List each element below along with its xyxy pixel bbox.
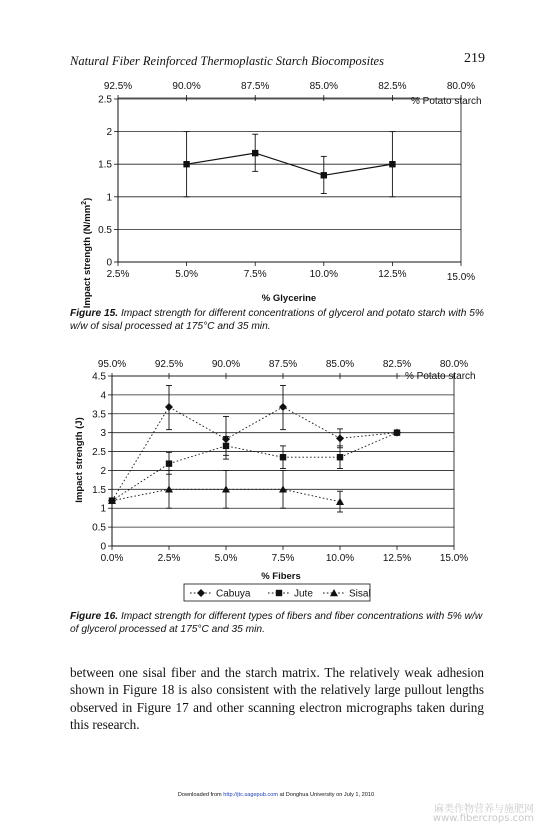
chart1-point — [252, 150, 258, 156]
figure-15-chart — [0, 76, 552, 309]
chart2-point — [166, 460, 172, 466]
chart2-y-axis-label: Impact strength (J) — [74, 417, 85, 503]
chart2-series-line-cabuya — [112, 407, 397, 501]
chart2-point — [336, 434, 344, 442]
chart2-x-tick-label: 5.0% — [214, 553, 238, 564]
chart1-y-tick-label: 0 — [106, 257, 112, 269]
chart2-point — [280, 454, 286, 460]
chart1-y-tick-label: 2 — [106, 127, 112, 139]
figure-16-text: Impact strength for different types of fibers and fiber concentrations with 5% w/w of glycerol processed at 175°C and 35 min. — [70, 611, 483, 635]
chart2-legend-marker-jute — [276, 590, 282, 596]
chart1-x-tick-label: 5.0% — [175, 269, 198, 280]
chart2-x-ticks — [101, 546, 469, 564]
running-header — [70, 51, 485, 72]
chart1-axes — [118, 99, 461, 262]
chart1-x-ticks — [107, 262, 476, 283]
chart2-y-tick-label: 4.5 — [92, 371, 106, 383]
chart1-y-axis-label-end: ) — [82, 197, 93, 201]
chart1-y-ticks — [98, 95, 118, 269]
chart2-x-tick-label: 2.5% — [157, 553, 181, 564]
chart2-x-tick-label: 15.0% — [439, 553, 469, 564]
footer-prefix: Downloaded from — [177, 792, 224, 798]
body-paragraph: between one sisal fiber and the starch matrix. The relatively weak adhesion shown in Figure 18 is also consistent with the relatively large pullout lengths observed in Figure 17 and other scanning electron micrographs taken during this research. — [70, 665, 484, 733]
chart2-x-tick-label: 12.5% — [382, 553, 412, 564]
chart2-point — [279, 403, 287, 411]
watermark-url: www.fibercrops.com — [432, 813, 534, 824]
chart1-x-axis-label: % Glycerine — [261, 293, 317, 304]
chart2-legend-label-jute: Jute — [294, 588, 313, 600]
chart1-x-tick-label: 2.5% — [106, 269, 130, 280]
chart2-top-tick-label: 87.5% — [268, 359, 298, 370]
chart1-top-axis-label: % Potato starch — [411, 96, 482, 107]
figure-16-caption — [70, 611, 486, 636]
chart2-y-tick-label: 4 — [100, 390, 106, 402]
chart2-y-tick-label: 0 — [100, 541, 106, 553]
chart2-y-tick-label: 3 — [100, 428, 106, 440]
chart1-y-tick-label: 0.5 — [98, 224, 112, 236]
chart2-y-ticks — [92, 372, 112, 553]
chart2-legend — [184, 584, 371, 601]
page-number: 219 — [464, 51, 485, 66]
figure-15-caption — [70, 308, 486, 333]
figure-16-chart — [0, 352, 552, 602]
chart2-y-tick-label: 2.5 — [92, 447, 106, 459]
chart2-point — [337, 454, 343, 460]
figure-15-text: Impact strength for different concentrations of glycerol and potato starch with 5% w/w of sisal processed at 175°C and 35 min. — [70, 308, 484, 332]
chart2-y-tick-label: 1.5 — [92, 484, 106, 496]
chart1-y-axis-label-main: Impact strength (N/mm — [82, 204, 93, 309]
chart1-x-tick-label: 12.5% — [378, 269, 407, 280]
download-footer — [0, 792, 552, 798]
chart2-point — [336, 498, 344, 505]
chart2-y-tick-label: 2 — [100, 465, 106, 477]
chart2-y-tick-label: 3.5 — [92, 409, 106, 421]
chart1-top-tick-label: 80.0% — [446, 81, 476, 92]
chart2-series — [108, 385, 401, 512]
chart2-point — [223, 443, 229, 449]
chart2-top-tick-label: 85.0% — [325, 359, 355, 370]
chart2-x-tick-label: 10.0% — [325, 553, 355, 564]
chart1-y-tick-label: 1 — [106, 192, 112, 204]
chart1-top-tick-label: 85.0% — [309, 81, 338, 92]
chart1-point — [183, 161, 189, 167]
chart1-y-tick-label: 1.5 — [98, 159, 112, 171]
chart2-point — [394, 429, 400, 435]
watermark-chinese: 麻类作物营养与施肥网 — [434, 804, 534, 815]
running-title: Natural Fiber Reinforced Thermoplastic Starch Biocomposites — [70, 54, 384, 68]
chart1-top-tick-label: 92.5% — [103, 81, 133, 92]
chart2-point — [279, 485, 287, 492]
chart2-top-tick-label: 80.0% — [439, 359, 469, 370]
chart2-top-tick-label: 92.5% — [154, 359, 184, 370]
chart1-top-tick-label: 82.5% — [378, 81, 407, 92]
chart2-legend-label-sisal: Sisal — [349, 588, 371, 600]
chart1-x-tick-label: 7.5% — [243, 269, 267, 280]
chart2-top-tick-label: 90.0% — [211, 359, 241, 370]
chart1-y-tick-label: 2.5 — [98, 94, 112, 106]
chart2-y-tick-label: 1 — [100, 503, 106, 515]
footer-link[interactable]: http://jtc.sagepub.com — [223, 792, 279, 798]
chart1-point — [321, 172, 327, 178]
chart2-x-axis-label: % Fibers — [261, 571, 301, 582]
chart1-y-axis-label-sup: 2 — [81, 200, 88, 205]
chart1-point — [389, 161, 395, 167]
chart1-top-tick-label: 87.5% — [241, 81, 270, 92]
footer-suffix: at Donghua University on July 1, 2010 — [278, 792, 375, 798]
chart2-x-tick-label: 7.5% — [271, 553, 295, 564]
chart2-top-tick-label: 95.0% — [97, 359, 127, 370]
figure-15-label: Figure 15. — [70, 308, 119, 319]
chart2-legend-label-cabuya: Cabuya — [216, 588, 251, 600]
chart2-top-axis-label: % Potato starch — [405, 371, 476, 382]
chart2-point — [165, 403, 173, 411]
figure-16-label: Figure 16. — [70, 611, 119, 622]
chart2-x-tick-label: 0.0% — [100, 553, 124, 564]
chart2-series-line-jute — [112, 433, 397, 501]
chart2-top-tick-label: 82.5% — [382, 359, 412, 370]
chart1-y-axis-label — [81, 198, 93, 309]
chart1-top-tick-label: 90.0% — [172, 81, 201, 92]
chart1-grid — [118, 99, 461, 262]
chart1-x-tick-label: 15.0% — [446, 272, 476, 283]
chart1-x-tick-label: 10.0% — [309, 269, 338, 280]
chart2-y-tick-label: 0.5 — [92, 522, 106, 534]
